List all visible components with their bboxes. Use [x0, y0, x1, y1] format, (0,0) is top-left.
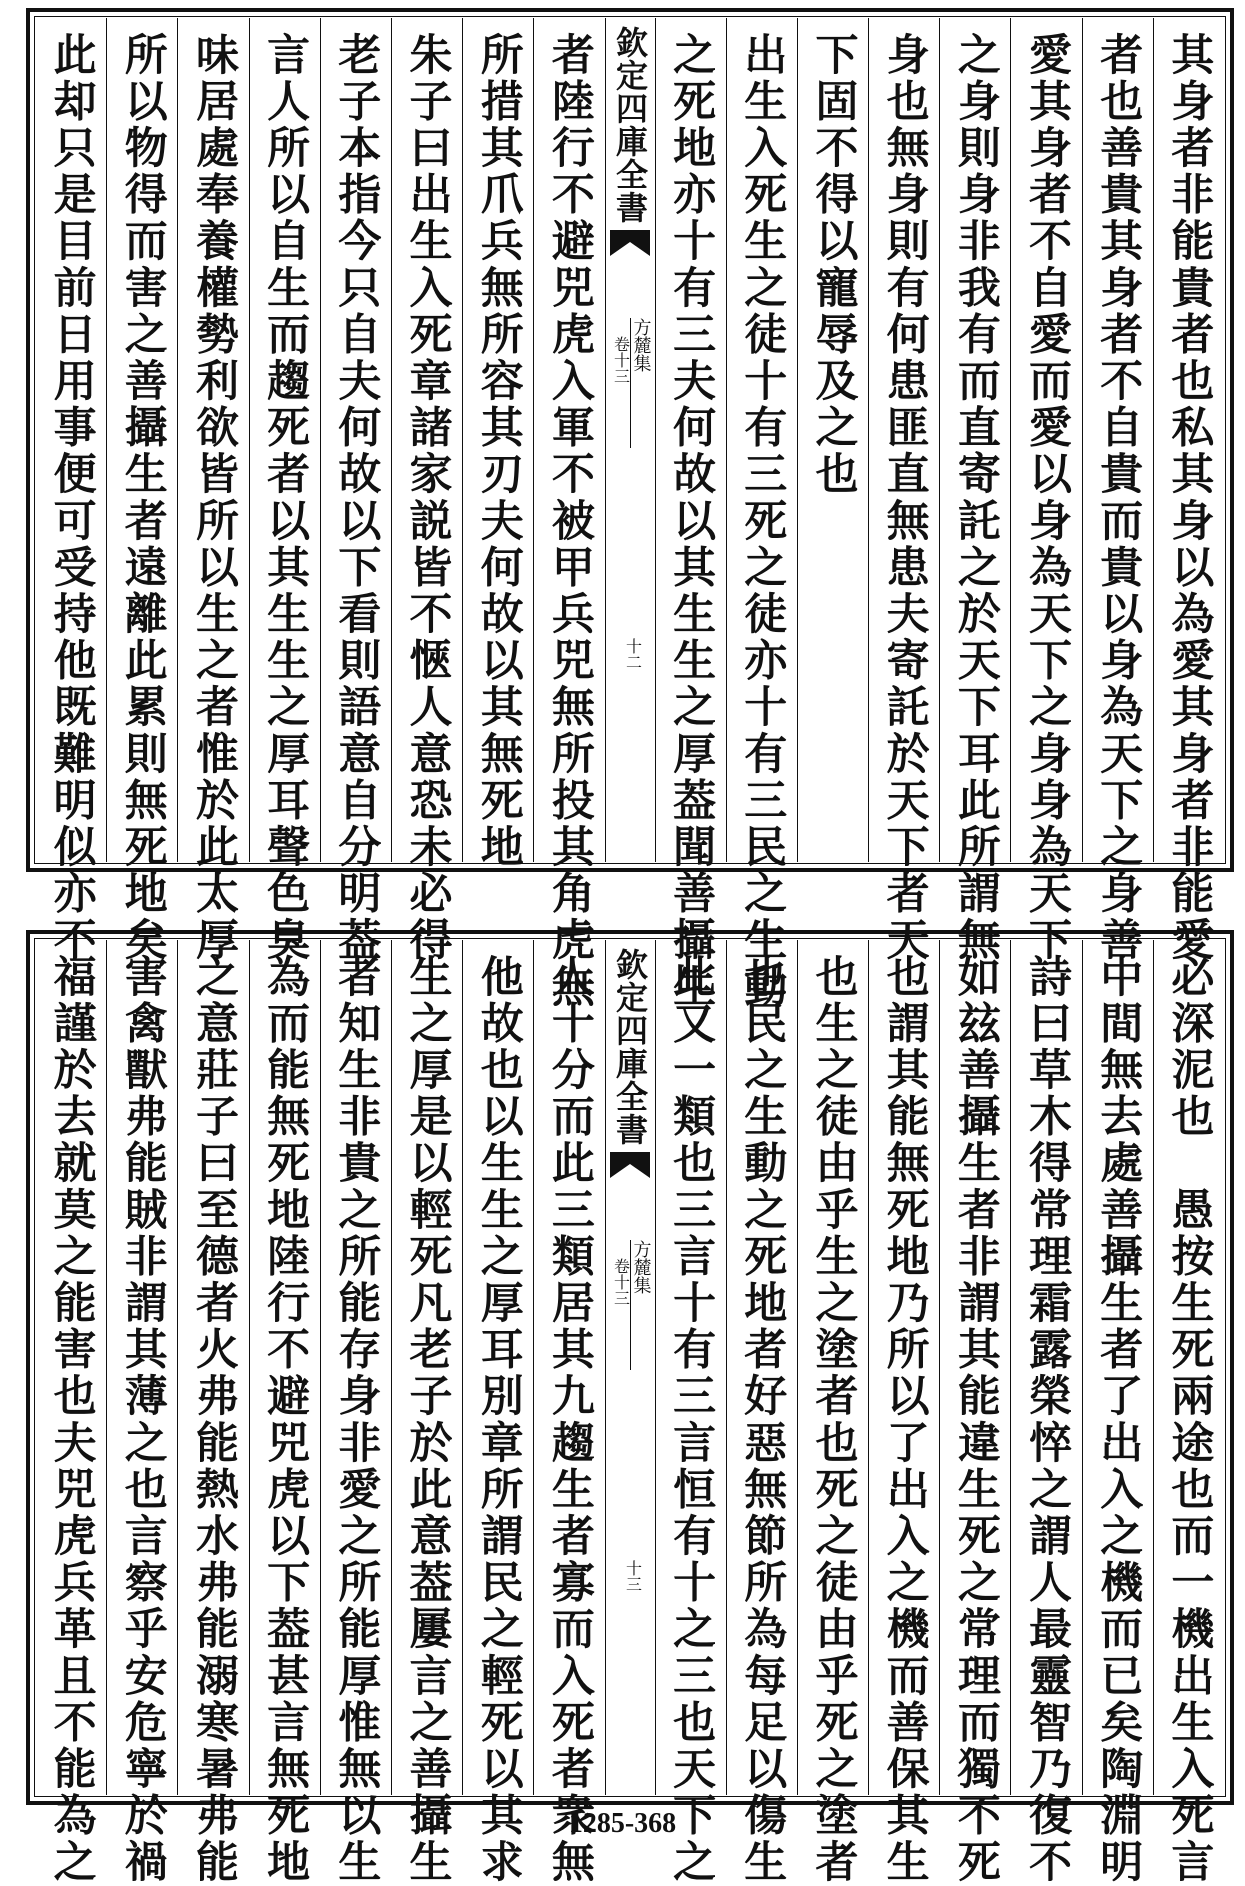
column-text: 也謂其能無死地乃所以了出入之機而善保其生	[879, 954, 930, 1886]
text-column	[177, 18, 248, 964]
column-text: 者陸行不避兕虎入軍不被甲兵兕無所投其角虎無	[544, 32, 595, 1011]
text-column	[533, 18, 604, 1011]
column-text: 者也善貴其身者不自貴而貴以身為天下之身善	[1093, 32, 1144, 964]
text-column	[655, 940, 726, 1886]
column-text: 所以物得而害之善攝生者遠離此累則無死地矣	[117, 32, 168, 964]
column-text: 者知生非貴之所能存身非愛之所能厚惟無以生	[331, 954, 382, 1886]
text-column	[868, 940, 939, 1886]
center-banner	[605, 18, 655, 862]
column-text: 此又一類也三言十有三言恒有十之三也天下之	[666, 954, 717, 1886]
text-column	[462, 18, 533, 871]
text-column	[106, 940, 177, 1886]
column-text: 如玆善攝生者非謂其能違生死之常理而獨不死	[950, 954, 1001, 1886]
text-column	[1153, 18, 1224, 964]
page-number: 1285-368	[568, 1808, 677, 1839]
column-text: 之死地亦十有三夫何故以其生生之厚葢聞善攝生	[666, 32, 717, 1011]
text-column	[868, 18, 939, 964]
column-text: 下固不得以寵辱及之也	[808, 32, 859, 498]
column-text: 此却只是目前日用事便可受持他既難明似亦不	[46, 32, 97, 964]
text-column	[177, 940, 248, 1886]
column-text: 老子本指今只自夫何故以下看則語意自分明葢	[331, 32, 382, 964]
banner-title: 欽定四庫全書	[611, 948, 649, 1146]
top-page-columns	[36, 18, 1224, 1011]
text-column	[320, 18, 391, 964]
column-text: 所措其爪兵無所容其刃夫何故以其無死地	[473, 32, 524, 871]
column-text: 人十分而此三類居其九趨生者寡而入死者衆無	[544, 954, 595, 1886]
column-text: 必深泥也 愚按生死兩途也而一機出生入死言	[1164, 954, 1215, 1886]
banner-juan: 卷十三	[611, 1258, 631, 1306]
banner-folio: 十三	[623, 1560, 643, 1592]
fishtail-mark-icon	[610, 1152, 650, 1178]
text-column	[462, 940, 533, 1886]
column-text: 中間無去處善攝生者了出入之機而已矣陶淵明	[1093, 954, 1144, 1886]
banner-juan: 卷十三	[611, 336, 631, 384]
text-column	[1082, 940, 1153, 1886]
column-text: 其身者非能貴者也私其身以為愛其身者非能愛	[1164, 32, 1215, 964]
text-column	[533, 940, 604, 1886]
column-text: 生之厚是以輕死凡老子於此意葢屢言之善攝生	[402, 954, 453, 1886]
column-text: 福謹於去就莫之能害也夫兕虎兵革且不能為之	[46, 954, 97, 1886]
column-text: 也民之生動之死地者好惡無節所為每足以傷生	[737, 954, 788, 1886]
text-column	[249, 940, 320, 1886]
text-column	[1082, 18, 1153, 964]
text-column	[320, 940, 391, 1886]
text-column	[797, 940, 868, 1886]
text-column	[726, 940, 797, 1886]
column-text: 害禽獸弗能賊非謂其薄之也言察乎安危寧於禍	[117, 954, 168, 1886]
column-text: 之意莊子曰至德者火弗能熱水弗能溺寒暑弗能	[188, 954, 239, 1886]
text-column	[36, 18, 106, 964]
text-column	[1010, 940, 1081, 1886]
banner-book-name: 方麓集	[630, 1240, 652, 1294]
column-text: 他故也以生生之厚耳別章所謂民之輕死以其求	[473, 954, 524, 1886]
column-text: 言人所以自生而趨死者以其生生之厚耳聲色臭	[260, 32, 311, 964]
text-column	[939, 940, 1010, 1886]
banner-folio: 十二	[623, 638, 643, 670]
column-text: 愛其身者不自愛而愛以身為天下之身身為天下	[1022, 32, 1073, 964]
column-text: 也生之徒由乎生之塗者也死之徒由乎死之塗者	[808, 954, 859, 1886]
text-column	[391, 940, 462, 1886]
banner-book-name: 方麓集	[630, 318, 652, 372]
column-text: 為而能無死地陸行不避兕虎以下葢甚言無死地	[260, 954, 311, 1886]
banner-title: 欽定四庫全書	[611, 26, 649, 224]
column-text: 出生入死生之徒十有三死之徒亦十有三民之生動	[737, 32, 788, 1011]
text-column	[655, 18, 726, 1011]
text-column	[1010, 18, 1081, 964]
text-column	[36, 940, 106, 1886]
fishtail-mark-icon	[610, 230, 650, 256]
text-column	[1153, 940, 1224, 1886]
column-text: 身也無身則有何患匪直無患夫寄託於天下者天	[879, 32, 930, 964]
text-column	[726, 18, 797, 1011]
text-column	[106, 18, 177, 964]
text-column	[391, 18, 462, 964]
column-text: 味居處奉養權勢利欲皆所以生之者惟於此太厚	[188, 32, 239, 964]
text-column	[939, 18, 1010, 964]
column-text: 詩曰草木得常理霜露榮悴之謂人最靈智乃復不	[1022, 954, 1073, 1886]
column-text: 之身則身非我有而直寄託之於天下耳此所謂無	[950, 32, 1001, 964]
column-text: 朱子曰出生入死章諸家説皆不愜人意恐未必得	[402, 32, 453, 964]
text-column	[797, 18, 868, 862]
center-banner	[605, 940, 655, 1795]
text-column	[249, 18, 320, 964]
top-page-frame	[26, 8, 1234, 1011]
